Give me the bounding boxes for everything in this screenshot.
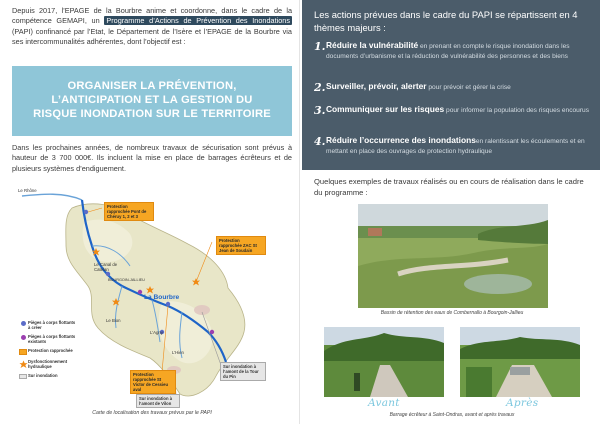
callout-st-victor: Protection rapprochée St Victor de Cessieu aval	[130, 370, 176, 394]
action-number: 2.	[314, 81, 326, 94]
works-paragraph: Dans les prochaines années, de nombreux travaux de sécurisation sont prévus à hauteur de 3 700 000€. Ils incluent la mise en place de barrages écrêteurs et de plusieurs systèmes d’endiguement.	[12, 143, 292, 173]
action-title: Réduire la vulnérabilité	[326, 40, 419, 50]
action-number: 4.	[314, 135, 326, 148]
photo-retention-basin	[358, 204, 548, 308]
gray-box-icon	[19, 374, 27, 379]
label-after: Après	[506, 397, 539, 409]
callout-pont-cheruy: Protection rapprochée Pont de Chéruy 1, 2 et 3	[104, 202, 154, 221]
trap-dot-3	[138, 290, 142, 294]
trap-dot-2	[106, 272, 110, 276]
action-item-3	[314, 104, 594, 117]
legend-text: Pièges à corps flottants à créer	[28, 320, 76, 330]
dot-blue-icon	[21, 321, 26, 326]
callout-vilon: Sur inondation à l’amont de Vilon	[136, 394, 180, 408]
action-number: 1.	[314, 40, 326, 53]
basin-caption: Bassin de rétention des eaux de Combernallo à Bourgoin-Jallieu	[380, 310, 524, 316]
map-label-bourgoin: BOURGOIN-JALLIEU	[108, 278, 145, 282]
action-item-4	[314, 135, 594, 157]
callout-zac-st-jean: Protection rapprochée ZAC St Jean de Soudain	[216, 236, 266, 255]
action-title: Communiquer sur les risques	[326, 104, 445, 114]
papi-highlight: Programme d’Actions de Prévention des Inondations	[106, 16, 290, 26]
intro-text-part1: Depuis 2017, l’EPAGE de la Bourbre anime et coordonne, dans le cadre de la compétence GEMAPI, un	[12, 6, 292, 26]
label-before: Avant	[368, 397, 400, 409]
column-divider	[299, 0, 300, 424]
legend-item	[18, 348, 78, 355]
actions-panel	[302, 0, 600, 170]
intro-paragraph	[12, 6, 292, 47]
objective-box	[12, 66, 292, 136]
action-title: Surveiller, prévoir, alerter	[326, 81, 427, 91]
river-rhone	[22, 194, 82, 200]
overflood-zone-1	[194, 305, 210, 315]
left-column	[0, 0, 298, 424]
legend-text: Sur inondation	[28, 373, 58, 378]
action-description: pour informer la population des risques encourus	[444, 107, 589, 114]
examples-intro: Quelques exemples de travaux réalisés ou en cours de réalisation dans le cadre du programme :	[314, 177, 584, 197]
territory-map	[12, 182, 292, 408]
map-label-canal: Le Canal de Catelan	[94, 262, 118, 272]
trap-dot-4	[166, 302, 170, 306]
map-label-rhone: Le Rhône	[18, 188, 37, 193]
dot-purple-icon	[21, 335, 26, 340]
objective-text: ORGANISER LA PRÉVENTION, L’ANTICIPATION ET LA GESTION DU RISQUE INONDATION SUR LE TERRITOIRE	[33, 80, 271, 120]
action-item-1	[314, 40, 594, 62]
map-label-bion: Le Bion	[106, 318, 121, 323]
barrage-caption: Barrage écrêteur à Saint-Ondras, avant et après travaux	[389, 412, 515, 418]
map-legend	[18, 320, 78, 383]
action-description: pour prévoir et gérer la crise	[426, 84, 511, 91]
legend-text: Protection rapprochée	[28, 348, 73, 353]
photo-after	[460, 327, 580, 397]
legend-text: Dysfonctionnement hydraulique	[28, 359, 68, 369]
legend-item	[18, 373, 78, 379]
orange-box-icon	[19, 349, 27, 355]
callout-tour-du-pin: Sur inondation à l’amont de la Tour du Pin	[220, 362, 266, 381]
right-column	[302, 0, 600, 424]
map-caption: Carte de localisation des travaux prévus par le PAPI	[92, 410, 212, 416]
action-description: en prenant en compte le risque inondation dans les documents d’urbanisme et la réduction de vulnérabilité des personnes et des biens	[326, 43, 570, 60]
legend-text: Pièges à corps flottants existants	[28, 334, 76, 344]
action-description: en ralentissant les écoulements et en mettant en place des ouvrages de protection hydraulique	[326, 138, 585, 155]
action-item-2	[314, 81, 594, 94]
legend-item	[18, 320, 78, 330]
legend-item	[18, 334, 78, 344]
map-label-agny: L’Agny	[150, 330, 163, 335]
photo-before	[324, 327, 444, 397]
map-label-bourbre: La Bourbre	[144, 294, 180, 301]
action-number: 3.	[314, 104, 326, 117]
legend-item	[18, 359, 78, 369]
trap-dot-1	[84, 210, 88, 214]
intro-text-part2: (PAPI) confinancé par l’Etat, le Département de l’Isère et l’EPAGE de la Bourbre via ses intercommunalités adhérentes, dont l’objectif est :	[12, 26, 292, 46]
burst-icon	[19, 360, 28, 369]
map-label-hien: L’Hien	[172, 350, 184, 355]
action-title: Réduire l’occurrence des inondations	[326, 135, 476, 145]
panel-intro: Les actions prévues dans le cadre du PAPI se répartissent en 4 thèmes majeurs :	[314, 9, 578, 33]
trap-dot-5	[210, 330, 214, 334]
